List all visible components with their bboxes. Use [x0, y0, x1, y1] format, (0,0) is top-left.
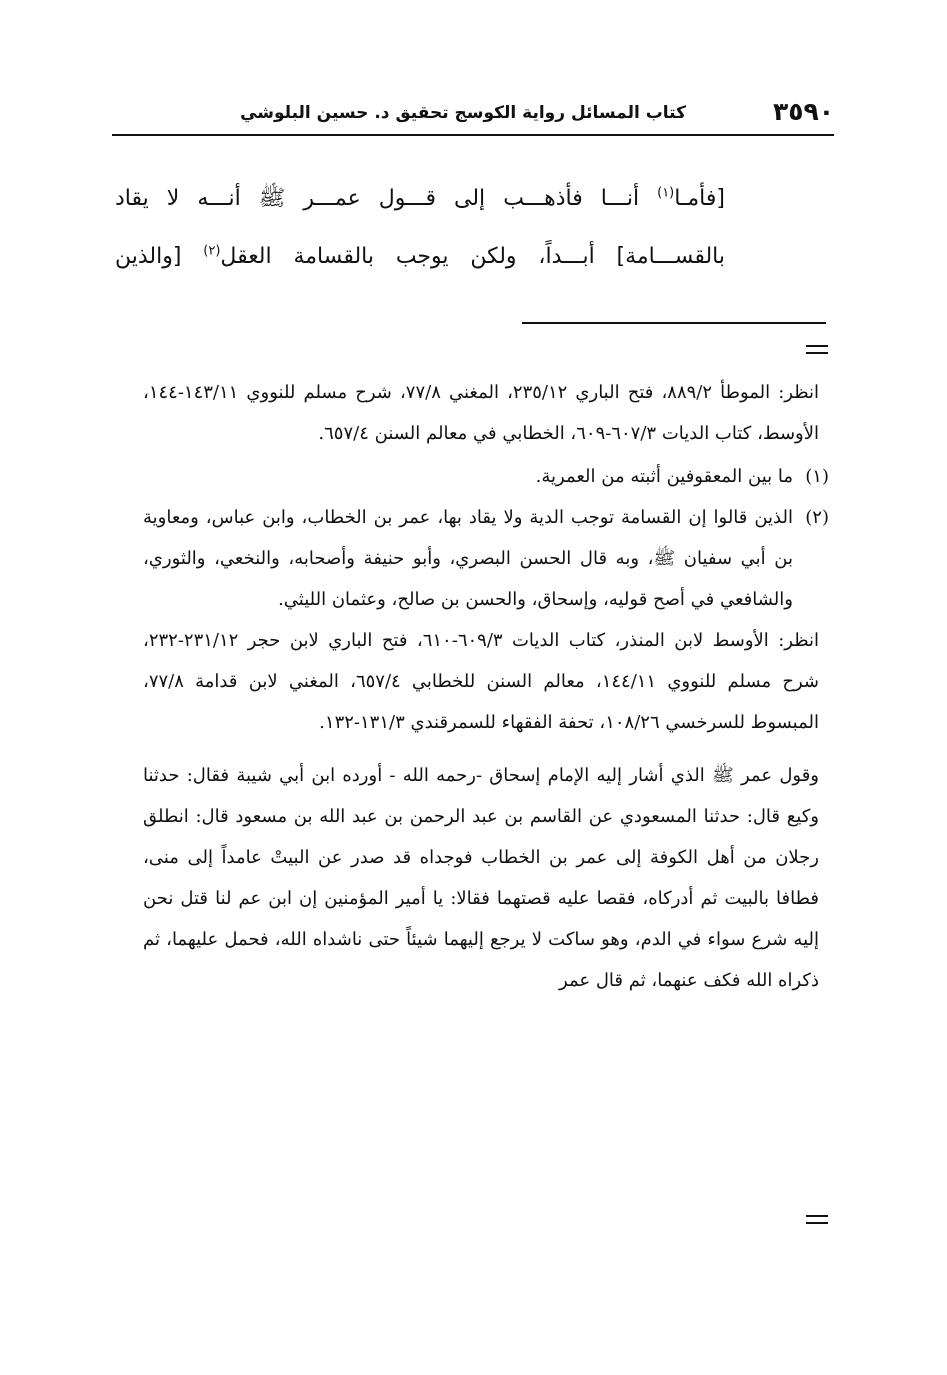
main-text-line-1-end: أنـــا فأذهـــب إلى قـــول عمـــر ﷺ أنـــه لا يقاد: [115, 186, 658, 211]
main-text-line-2-start: بالقســـامة] أبـــداً، ولكن يوجب بالقسامة العقل: [220, 244, 726, 269]
footnote-separator: [522, 322, 826, 324]
footnote-2-marker: (٢): [805, 507, 829, 528]
footnote-2-references: انظر: الأوسط لابن المنذر، كتاب الديات ٦٠٩/٣-٦١٠، فتح الباري لابن حجر ٢٣١/١٢-٢٣٢، شرح مسلم للنووي ١٤٤/١١، معالم السنن للخطابي ٦٥٧/٤، المغني لابن قدامة ٧٧/٨، المبسوط للسرخسي ١٠٨/٢٦، تحفة الفقهاء للسمرقندي ١٣١/٣-١٣٢.: [143, 630, 819, 733]
main-text-line-2: [115, 228, 725, 286]
footnote-1-marker: (١): [805, 466, 829, 487]
main-text-line-1-start: [فأمـا: [674, 186, 725, 211]
footnote-1: [143, 456, 829, 497]
main-text: [115, 170, 725, 286]
footnote-2-commentary: وقول عمر ﷺ الذي أشار إليه الإمام إسحاق -رحمه الله - أورده ابن أبي شيبة فقال: حدثنا وكيع قال: حدثنا المسعودي عن القاسم بن عبد الرحمن بن عبد الله بن مسعود قال: انطلق رجلان من أهل الكوفة إلى عمر بن الخطاب فوجداه قد صدر عن البيتْ عامداً إلى منى، فطافا بالبيت ثم أدركاه، فقصا عليه قصتهما فقالا: يا أمير المؤمنين إن ابن عم لنا قتل نحن إليه شرع سواء في الدم، وهو ساكت لا يرجع إليهما شيئاً حتى ناشداه الله، فحمل عليهما، ثم ذكراه الله فكف عنهما، ثم قال عمر: [143, 765, 819, 991]
footnotes: [143, 372, 829, 1001]
running-title: كتاب المسائل رواية الكوسج تحقيق د. حسين البلوشي: [240, 103, 686, 123]
continuation-mark-bottom: [806, 1215, 828, 1224]
main-text-line-1: [115, 170, 725, 228]
footnote-1-text: ما بين المعقوفين أثبته من العمرية.: [535, 466, 793, 487]
footnote-continued-references: انظر: الموطأ ٨٨٩/٢، فتح الباري ٢٣٥/١٢، المغني ٧٧/٨، شرح مسلم للنووي ١٤٣/١١-١٤٤، الأوسط، كتاب الديات ٦٠٧/٣-٦٠٩، الخطابي في معالم السنن ٦٥٧/٤.: [143, 382, 820, 444]
footnote-2: [143, 497, 829, 620]
footnote-2-text: الذين قالوا إن القسامة توجب الدية ولا يقاد بها، عمر بن الخطاب، وابن عباس، ومعاوية بن أبي سفيان ﷺ، وبه قال الحسن البصري، وأبو حنيفة وأصحابه، والنخعي، والثوري، والشافعي في أصح قوليه، وإسحاق، والحسن بن صالح، وعثمان الليثي.: [143, 507, 793, 610]
page-header: [112, 94, 834, 136]
continuation-mark-top: [806, 345, 828, 354]
footnote-ref-2: (٢): [203, 243, 221, 259]
footnote-ref-1: (١): [657, 185, 675, 201]
page-number: ٣٥٩٠: [772, 97, 834, 126]
main-text-line-2-end: [والذين: [115, 244, 204, 269]
